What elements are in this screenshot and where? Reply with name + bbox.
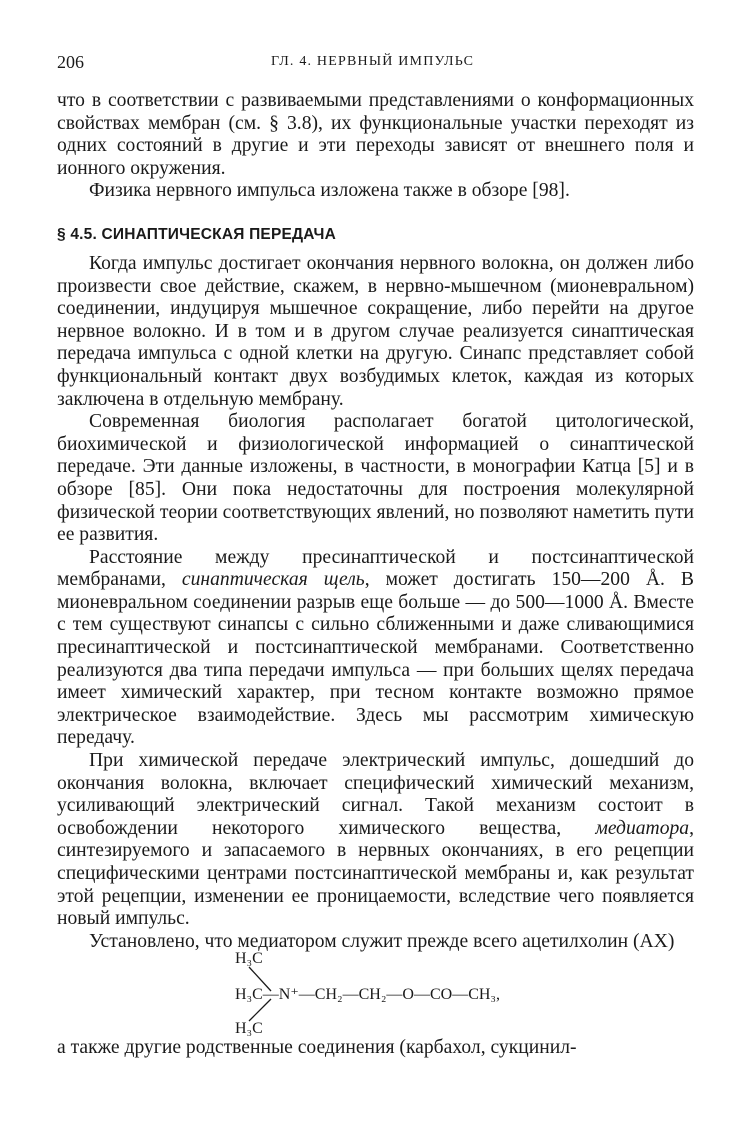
paragraph-related-compounds: а также другие родственные соединения (карбахол, сукцинил- [57,1037,577,1059]
running-title: ГЛ. 4. НЕРВНЫЙ ИМПУЛЬС [271,54,475,69]
paragraph-references: Физика нервного импульса изложена также в обзоре [98]. [89,180,570,202]
book-page [57,50,694,1060]
page-header [57,50,694,76]
paragraph-biology: Современная биология располагает богатой цитологической, биохимической и физиологической информацией о синаптической передаче. Эти данные изложены, в частности, в монографии Катца [5] и в обзоре [85]. Они пока недостаточны для построения молекулярной физической теории соответствующих явлений, но позволяют наметить пути ее развития. [57,411,694,546]
italic-term-mediator: медиатора [595,817,690,839]
paragraph-continuation: что в соответствии с развиваемыми представлениями о конформационных свойствах мембран (см. § 3.8), их функциональные участки переходят из одних состояний в другие и эти переходы зависят от внешнего поля и ионного окружения. [57,90,694,179]
text-run: , синтезируемого и запасаемого в нервных окончаниях, в его рецепции специфическими центрами постсинаптической мембраны и, как результат этой рецепции, изменении ее проницаемости, вследствие чего появляется новый импульс. [57,817,694,930]
page-number: 206 [57,52,84,72]
paragraph-synapse-intro: Когда импульс достигает окончания нервного волокна, он должен либо произвести свое действие, скажем, в нервно-мышечном (мионевральном) соединении, индуцируя мышечное сокращение, либо перейти на другое нервное волокно. И в том и в другом случае реализуется синаптическая передача импульса с одной клетки на другую. Синапс представляет собой функциональный контакт двух возбудимых клеток, каждая из которых заключена в отдельную мембрану. [57,252,694,410]
text-run: , может достигать 150—200 Å. В мионевральном соединении разрыв еще больше — до 500—1000 Å. Вместе с тем существуют синапсы с сильно сближенными и даже сливающимися пресинаптической и постсинаптической мембранами. Соответственно реализуются два типа передачи импульса — при больших щелях передача имеет химический характер, при тесном контакте возможно прямое электрическое взаимодействие. Здесь мы рассмотрим химическую передачу. [57,569,694,749]
acetylcholine-formula [57,950,694,1038]
formula-top-methyl: H₃C [235,950,263,968]
paragraph-chemical-transmission [57,750,694,931]
formula-bottom-methyl: H₃C [235,1020,263,1038]
formula-main-chain: H₃C—N⁺—CH₂—CH₂—O—CO—CH₃, [235,986,500,1004]
section-heading: § 4.5. СИНАПТИЧЕСКАЯ ПЕРЕДАЧА [57,225,336,243]
italic-term-synaptic-cleft: синаптическая щель [181,569,365,591]
formula-bonds [57,953,257,1037]
text-run: Расстояние между пресинаптической и постсинаптической мембранами, [57,546,694,591]
paragraph-synaptic-cleft [57,547,694,750]
text-run: При химической передаче электрический импульс, дошедший до окончания волокна, включает специфический химический механизм, усиливающий электрический сигнал. Такой механизм состоит в освобождении некоторого химического вещества, [57,750,694,839]
page-body [57,90,694,1060]
paragraph-acetylcholine: Установлено, что медиатором служит прежде всего ацетилхолин (АХ) [89,930,675,952]
